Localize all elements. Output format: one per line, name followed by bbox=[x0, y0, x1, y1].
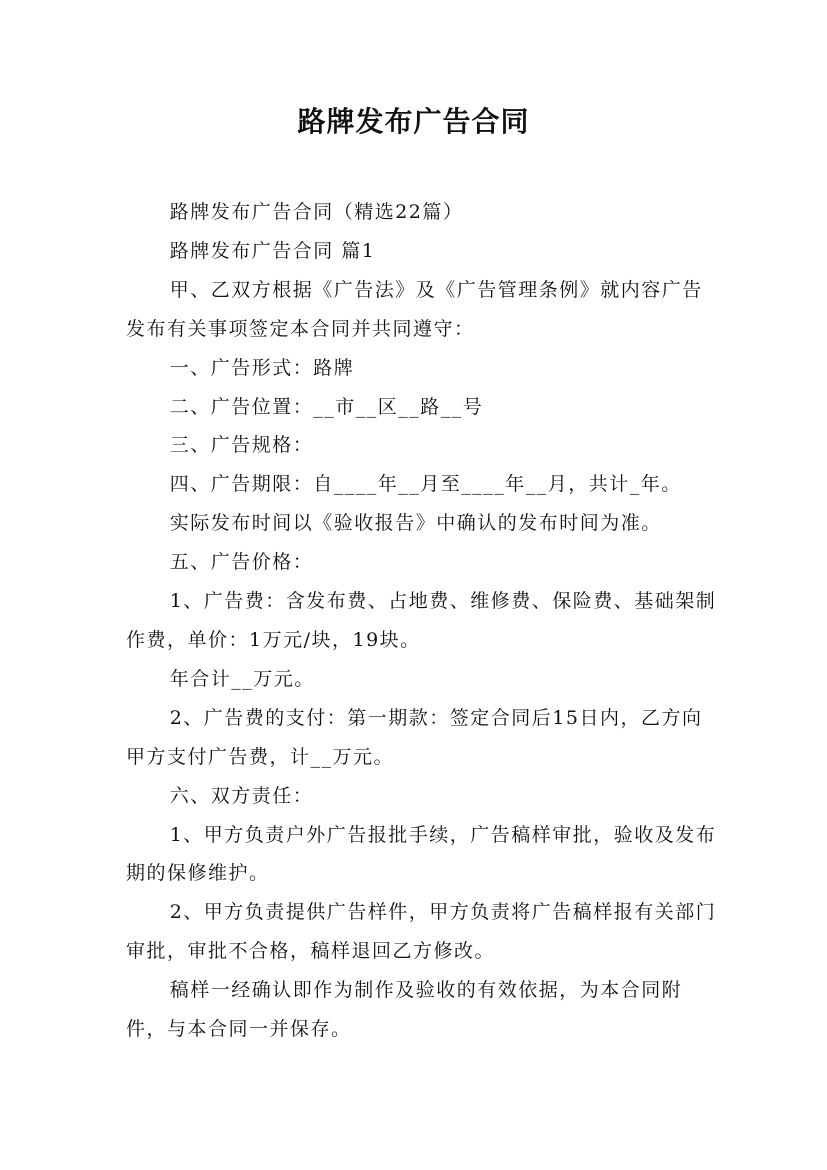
paragraph-preamble: 甲、乙双方根据《广告法》及《广告管理条例》就内容广告发布有关事项签定本合同并共同遵守： bbox=[126, 278, 703, 340]
paragraph-ad-form: 一、广告形式：路牌 bbox=[169, 356, 355, 379]
paragraph-subtitle: 路牌发布广告合同（精选22篇） bbox=[169, 201, 464, 223]
paragraph-ad-location: 二、广告位置：__市__区__路__号 bbox=[169, 395, 484, 418]
paragraph-section-heading: 路牌发布广告合同 篇1 bbox=[169, 239, 376, 262]
paragraph-ad-fee: 1、广告费：含发布费、占地费、维修费、保险费、基础架制作费，单价：1万元/块，19块。 bbox=[126, 590, 717, 651]
paragraph-annual-total: 年合计__万元。 bbox=[169, 667, 315, 690]
document-title: 路牌发布广告合同 bbox=[297, 105, 530, 138]
paragraph-ad-price: 五、广告价格： bbox=[169, 551, 314, 574]
paragraph-ad-spec: 三、广告规格： bbox=[169, 434, 314, 457]
paragraph-ad-term: 四、广告期限：自____年__月至____年__月，共计_年。 bbox=[169, 473, 682, 496]
paragraph-responsibility-1: 1、甲方负责户外广告报批手续，广告稿样审批，验收及发布期的保修维护。 bbox=[126, 823, 717, 885]
paragraph-actual-release: 实际发布时间以《验收报告》中确认的发布时间为准。 bbox=[169, 512, 662, 535]
paragraph-responsibility-2: 2、甲方负责提供广告样件，甲方负责将广告稿样报有关部门审批，审批不合格，稿样退回乙方修改。 bbox=[126, 901, 717, 963]
paragraph-fee-payment: 2、广告费的支付：第一期款：签定合同后15日内，乙方向甲方支付广告费，计__万元。 bbox=[126, 706, 703, 768]
document-body bbox=[126, 193, 718, 1049]
paragraph-draft-confirmation: 稿样一经确认即作为制作及验收的有效依据，为本合同附件，与本合同一并保存。 bbox=[126, 979, 683, 1041]
paragraph-responsibilities: 六、双方责任： bbox=[169, 784, 314, 807]
